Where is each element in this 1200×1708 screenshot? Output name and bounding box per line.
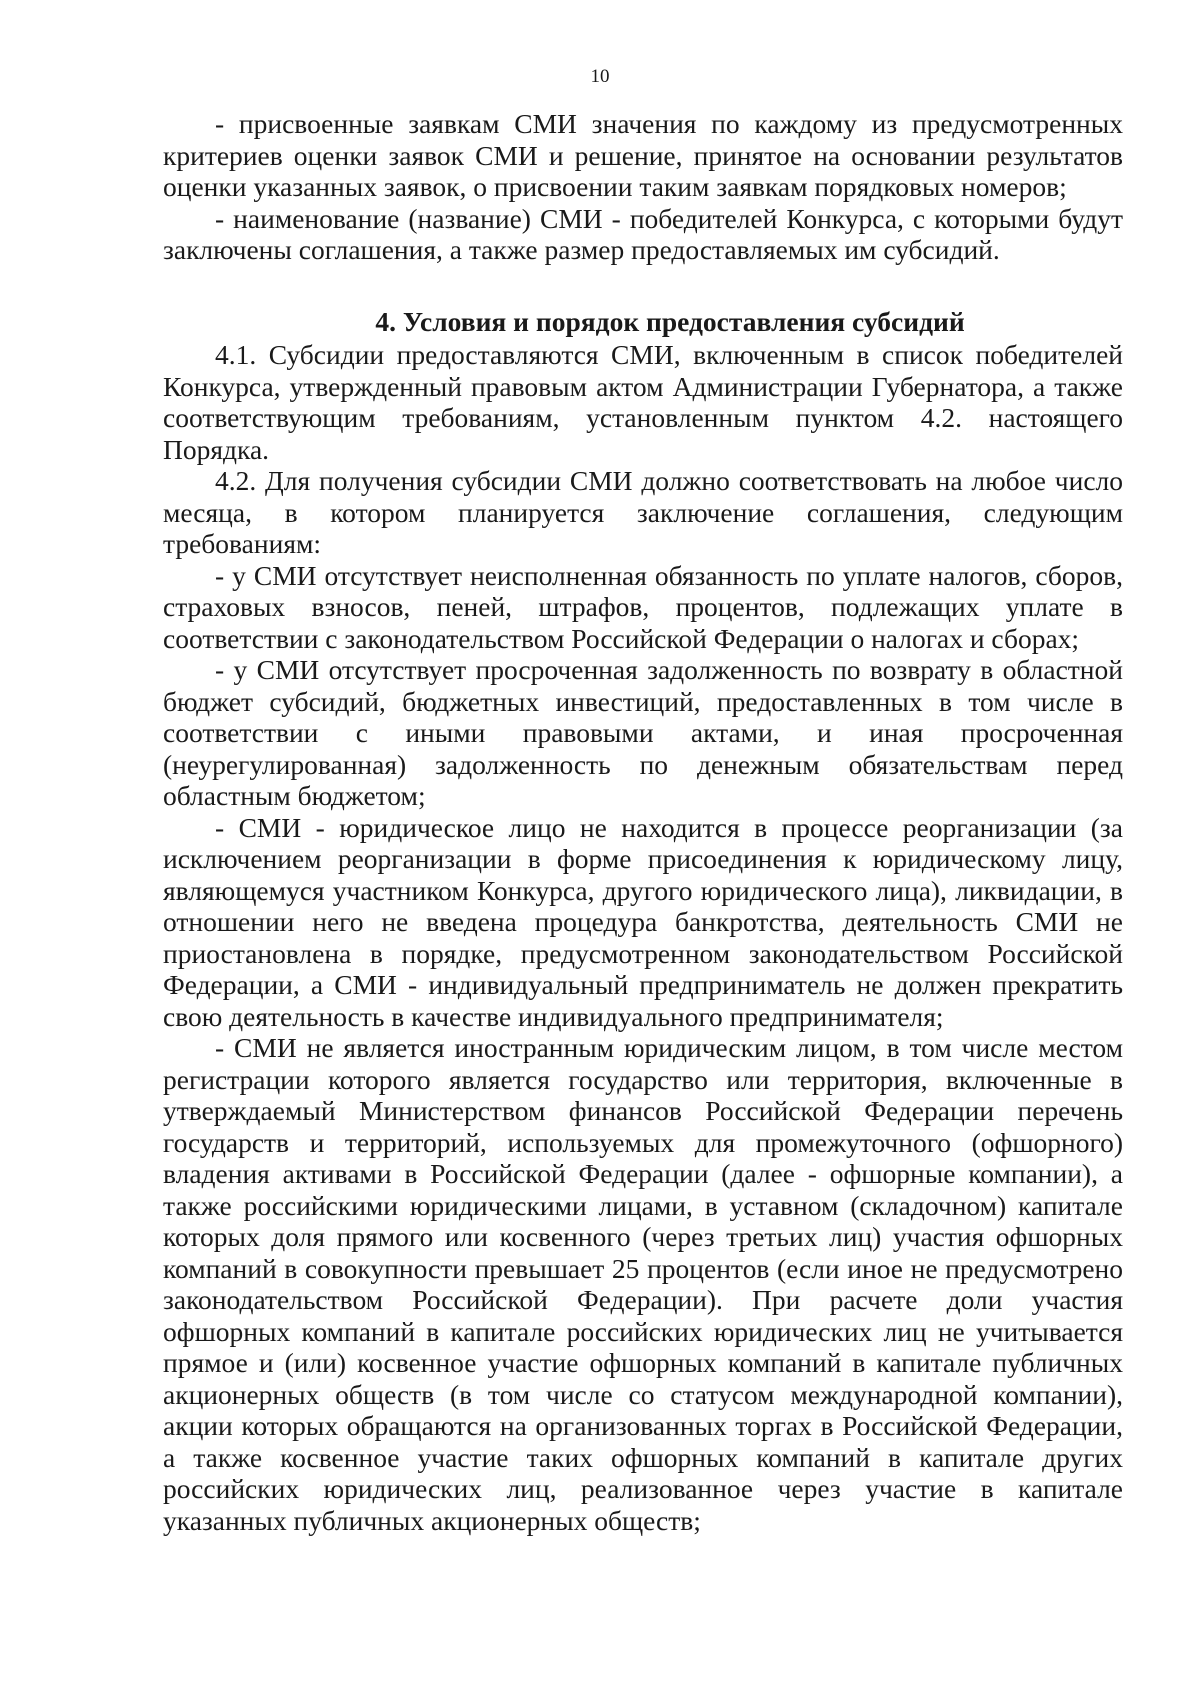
requirement-no-tax-debt: - у СМИ отсутствует неисполненная обязанность по уплате налогов, сборов, страховых взносов, пеней, штрафов, процентов, подлежащих уплате в соответствии с законодательством Российской Федерации о налогах и сборах; (163, 559, 1123, 654)
requirement-not-foreign-entity: - СМИ не является иностранным юридическим лицом, в том числе местом регистрации которого является государство или территория, включенные в утверждаемый Министерством финансов Российской Федерации перечень государств и территорий, используемых для промежуточного (офшорного) владения активами в Российской Федерации (далее - офшорные компании), а также российскими юридическими лицами, в уставном (складочном) капитале которых доля прямого или косвенного (через третьих лиц) участия офшорных компаний в совокупности превышает 25 процентов (если иное не предусмотрено законодательством Российской Федерации). При расчете доли участия офшорных компаний в капитале российских юридических лиц не учитывается прямое и (или) косвенное участие офшорных компаний в капитале публичных акционерных обществ (в том числе со статусом международной компании), акции которых обращаются на организованных торгах в Российской Федерации, а также косвенное участие таких офшорных компаний в капитале других российских юридических лиц, реализованное через участие в капитале указанных публичных акционерных обществ; (163, 1032, 1123, 1536)
document-body (163, 108, 1123, 1536)
paragraph-4-1: 4.1. Субсидии предоставляются СМИ, включенным в список победителей Конкурса, утвержденный правовым актом Администрации Губернатора, а также соответствующим требованиям, установленным пунктом 4.2. настоящего Порядка. (163, 339, 1123, 465)
paragraph-winners-names: - наименование (название) СМИ - победителей Конкурса, с которыми будут заключены соглашения, а также размер предоставляемых им субсидий. (163, 202, 1123, 265)
requirement-no-reorganization: - СМИ - юридическое лицо не находится в процессе реорганизации (за исключением реорганизации в форме присоединения к юридическому лицу, являющемуся участником Конкурса, другого юридического лица), ликвидации, в отношении него не введена процедура банкротства, деятельность СМИ не приостановлена в порядке, предусмотренном законодательством Российской Федерации, а СМИ - индивидуальный предприниматель не должен прекратить свою деятельность в качестве индивидуального предпринимателя; (163, 811, 1123, 1032)
paragraph-4-2: 4.2. Для получения субсидии СМИ должно соответствовать на любое число месяца, в котором планируется заключение соглашения, следующим требованиям: (163, 465, 1123, 559)
page-number: 10 (590, 66, 610, 87)
section-heading: 4. Условия и порядок предоставления субсидий (375, 305, 965, 337)
requirement-no-budget-debt: - у СМИ отсутствует просроченная задолженность по возврату в областной бюджет субсидий, бюджетных инвестиций, предоставленных в том числе в соответствии с иными правовыми актами, и иная просроченная (неурегулированная) задолженность по денежным обязательствам перед областным бюджетом; (163, 654, 1123, 811)
paragraph-assigned-values: - присвоенные заявкам СМИ значения по каждому из предусмотренных критериев оценки заявок СМИ и решение, принятое на основании результатов оценки указанных заявок, о присвоении таким заявкам порядковых номеров; (163, 108, 1123, 202)
